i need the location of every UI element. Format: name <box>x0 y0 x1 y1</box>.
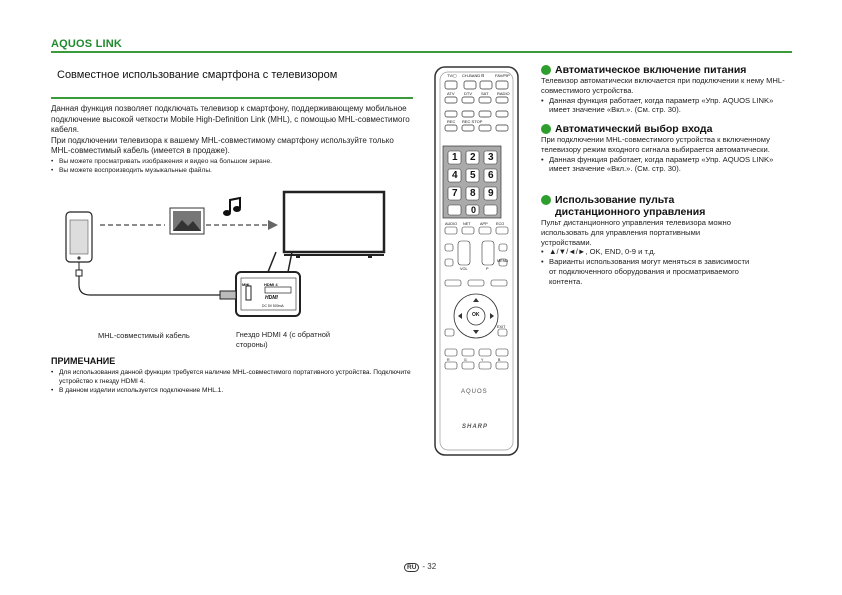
remote-label: CH-BAND <box>462 73 481 78</box>
remote-label: P <box>486 267 489 271</box>
remote-label: MENU <box>497 259 509 263</box>
remote-use-bullet: • Варианты использования могут меняться в зависимости от подключенного оборудования и просматриваемого контента. <box>541 257 751 286</box>
smartphone-icon <box>66 212 92 262</box>
digit-8: 8 <box>470 188 476 199</box>
remote-label: RADIO <box>497 91 510 96</box>
remote-label: EXIT <box>497 325 506 329</box>
intro-paragraph-2: При подключении телевизора к вашему MHL-совместимому смартфону используйте только MHL-совместимый кабель (имеется в продаже). <box>51 135 394 156</box>
digit-3: 3 <box>488 152 494 163</box>
remote-brand-aquos: AQUOS <box>461 389 488 395</box>
intro-text <box>51 104 413 175</box>
cable-caption: MHL-совместимый кабель <box>98 331 190 340</box>
top-divider <box>51 51 792 53</box>
jack-label-top: HDMI 4 <box>264 282 278 287</box>
remote-label: SAT <box>481 91 489 96</box>
color-key-label: G <box>464 358 467 362</box>
intro-paragraph-1: Данная функция позволяет подключать телевизор к смартфону, поддерживающему мобильное подключение высокой четкости Mobile High-Definition Link (MHL), с помощью MHL-совместимого кабеля. <box>51 104 410 135</box>
auto-power-section <box>541 64 791 115</box>
remote-use-bullet: • ▲/▼/◄/►, OK, END, 0-9 и т.д. <box>541 247 751 257</box>
page-heading: Совместное использование смартфона с телевизором <box>57 69 338 81</box>
auto-input-body: При подключении MHL-совместимого устройства к включенному телевизору режим входного сигнала выбирается автоматически. <box>541 135 770 154</box>
intro-bullet: • Вы можете воспроизводить музыкальные файлы. <box>51 166 413 175</box>
ok-label: OK <box>472 312 480 318</box>
heading-divider <box>51 97 413 99</box>
photo-icon <box>170 208 204 234</box>
digit-6: 6 <box>488 170 494 181</box>
digit-7: 7 <box>452 188 458 199</box>
note-bullet: • В данном изделии используется подключение MHL.1. <box>51 386 411 395</box>
note-bullet: • Для использования данной функции требуется наличие MHL-совместимого портативного устройства. Подключите устройство к гнезду HDMI 4. <box>51 368 411 386</box>
remote-use-body: Пульт дистанционного управления телевизора можно использовать для управления портативными устройствами. <box>541 218 731 247</box>
note-bullets <box>51 368 411 395</box>
remote-label: DTV <box>464 91 472 96</box>
jack-label-logo: HDMI <box>265 295 278 301</box>
auto-input-section <box>541 123 791 174</box>
digit-1: 1 <box>452 152 458 163</box>
auto-input-bullets <box>541 155 791 175</box>
remote-label: ECO <box>496 222 505 226</box>
note-body <box>51 368 411 395</box>
digit-2: 2 <box>470 152 476 163</box>
jack-label-spec: DC 5V 500mA <box>262 304 284 308</box>
auto-power-bullet: • Данная функция работает, когда параметр «Упр. AQUOS LINK» имеет значение «Вкл.». (См. стр. 30). <box>541 96 791 116</box>
bullet-dot-icon <box>541 195 551 205</box>
remote-label: AUDIO <box>445 222 458 226</box>
remote-label: APP <box>480 222 488 226</box>
remote-label: ATV <box>447 91 455 96</box>
bullet-dot-icon <box>541 124 551 134</box>
color-key-label: Y <box>481 358 484 362</box>
digit-4: 4 <box>452 170 458 181</box>
color-key-label: R <box>447 358 450 362</box>
digit-9: 9 <box>488 188 494 199</box>
music-note-icon <box>223 198 241 216</box>
language-badge: RU <box>404 563 419 572</box>
remote-brand-sharp: SHARP <box>462 424 489 430</box>
auto-power-bullets <box>541 96 791 116</box>
note-title: ПРИМЕЧАНИЕ <box>51 356 116 366</box>
section-title: AQUOS LINK <box>51 38 123 50</box>
remote-use-section <box>541 194 751 287</box>
jack-label-mhl: MHL <box>242 282 251 287</box>
jack-caption: Гнездо HDMI 4 (с обратной стороны) <box>236 330 331 349</box>
remote-use-bullets <box>541 247 751 286</box>
remote-label: REC <box>447 119 456 124</box>
page-footer <box>404 562 436 572</box>
connection-diagram <box>60 190 400 325</box>
auto-input-title: Автоматический выбор входа <box>555 123 713 135</box>
auto-power-title: Автоматическое включение питания <box>555 64 747 76</box>
intro-bullet: • Вы можете просматривать изображения и видео на большом экране. <box>51 157 413 166</box>
remote-label: NET <box>463 222 471 226</box>
tv-icon <box>284 192 384 258</box>
remote-label: VOL <box>460 267 468 271</box>
remote-label: REC STOP <box>462 119 483 124</box>
remote-label: ⊟ <box>481 73 485 78</box>
auto-input-bullet: • Данная функция работает, когда параметр «Упр. AQUOS LINK» имеет значение «Вкл.». (См. стр. 30). <box>541 155 791 175</box>
page-number: - 32 <box>422 562 437 571</box>
color-key-label: B <box>498 358 501 362</box>
remote-use-title: Использование пульта дистанционного управления <box>555 194 706 218</box>
digit-0: 0 <box>471 205 477 215</box>
bullet-dot-icon <box>541 65 551 75</box>
remote-label: TV/◻ <box>447 73 457 78</box>
auto-power-body: Телевизор автоматически включается при подключении к нему MHL-совместимого устройства. <box>541 76 785 95</box>
remote-label: FAV/PIP <box>495 73 510 78</box>
intro-bullets <box>51 157 413 175</box>
digit-5: 5 <box>470 170 476 181</box>
